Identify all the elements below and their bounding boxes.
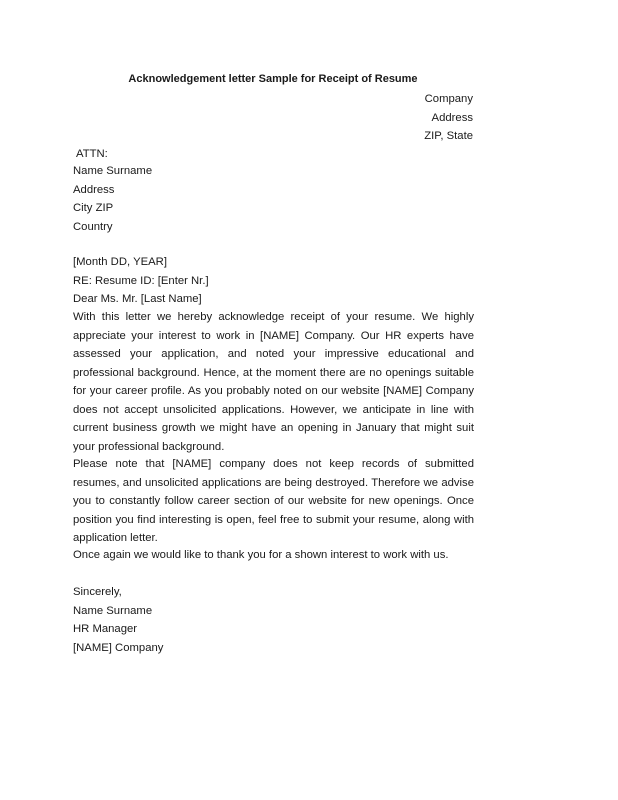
sender-address xyxy=(424,90,473,146)
recipient-name: Name Surname xyxy=(73,165,153,177)
letter-closing xyxy=(73,583,163,657)
signer-title: HR Manager xyxy=(73,623,138,635)
recipient-address-line: Address xyxy=(73,183,115,196)
sender-address-line: Address xyxy=(431,111,473,124)
signer-company: [NAME] Company xyxy=(73,641,164,654)
body-paragraph-2: Please note that [NAME] company does not keep records of submitted resumes, and unsolicited applications are being destroyed. Therefore we advise you to constantly follow career section of our website for new openings. Once position you find interesting is open, feel free to submit your resume, along with application letter. xyxy=(73,458,474,544)
recipient-country: Country xyxy=(73,220,113,233)
signer-name: Name Surname xyxy=(73,604,153,617)
recipient-city-zip: City ZIP xyxy=(73,202,114,214)
letter-reference: RE: Resume ID: [Enter Nr.] xyxy=(73,274,209,287)
recipient-address xyxy=(73,162,152,236)
attn-label: ATTN: xyxy=(76,148,108,160)
letter-salutation: Dear Ms. Mr. [Last Name] xyxy=(73,293,202,305)
body-paragraph-3: Once again we would like to thank you for a shown interest to work with us. xyxy=(73,549,449,561)
letter-date: [Month DD, YEAR] xyxy=(73,256,167,268)
body-paragraph-1: With this letter we hereby acknowledge receipt of your resume. We highly appreciate your interest to work in [NAME] Company. Our HR experts have assessed your application, and noted your impressive educational and professional background. Hence, at the moment there are no openings suitable for your career profile. As you probably noted on our website [NAME] Company does not accept unsolicited applications. However, we anticipate in line with current business growth we might have an opening in January that might suit your professional background. xyxy=(73,311,474,453)
closing-sincerely: Sincerely, xyxy=(73,586,122,598)
letter-header-info xyxy=(73,253,209,309)
sender-company: Company xyxy=(424,93,473,105)
sender-zip-state: ZIP, State xyxy=(424,130,473,142)
letter-title: Acknowledgement letter Sample for Receipt of Resume xyxy=(128,73,418,85)
